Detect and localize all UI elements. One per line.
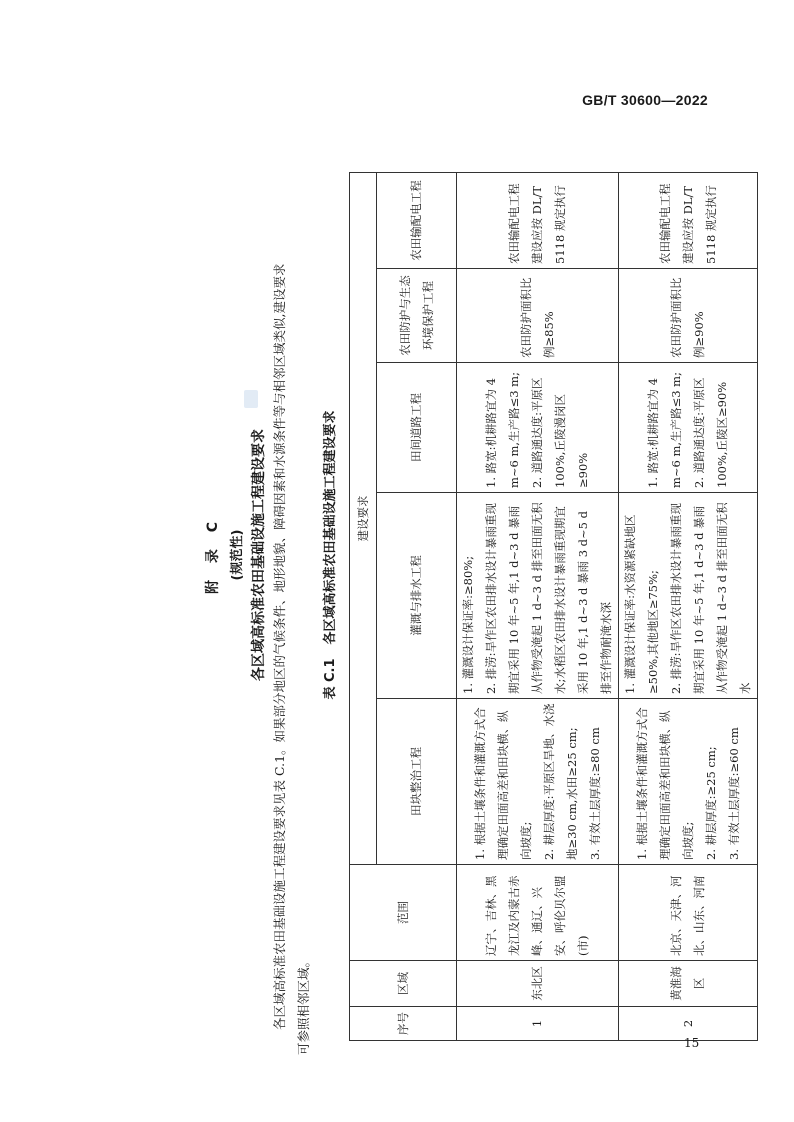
cell-irrigation [619, 493, 758, 699]
table-caption-title: 各区域高标准农田基础设施工程建设要求 [323, 410, 338, 645]
table-row [457, 173, 619, 1041]
header-protection: 农田防护与生态环境保护工程 [377, 269, 457, 363]
list-item: 2. 道路通达度:平原区 100%,丘陵区≥90% [692, 377, 729, 488]
table-caption-number: 表 C.1 [323, 658, 338, 700]
cell-seq: 2 [619, 1007, 758, 1041]
cell-scope: 北京、天津、河北、山东、河南 [619, 865, 758, 961]
header-road: 田间道路工程 [377, 363, 457, 493]
cell-power: 农田输配电工程建设应按 DL/T 5118 规定执行 [457, 173, 619, 269]
header-irrigation: 灌溉与排水工程 [377, 493, 457, 699]
cell-road [457, 363, 619, 493]
rotated-landscape-content [202, 55, 762, 1055]
header-scope: 范围 [350, 865, 457, 961]
appendix-title: 附 录 C [205, 515, 221, 595]
header-power: 农田输配电工程 [377, 173, 457, 269]
cell-region: 黄淮海区 [619, 961, 758, 1007]
header-seq: 序号 [350, 1007, 457, 1041]
list-item: 3. 有效土层厚度:≥60 cm [726, 727, 741, 860]
list-item: 2. 排涝:旱作区农田排水设计暴雨重现期宜采用 10 年~5 年,1 d~3 d 暴雨从作物受淹起 1 d~3 d 排至田面无积水 [669, 502, 752, 694]
page-number: 15 [684, 1036, 700, 1050]
list-item: 2. 耕层厚度:平原区旱地、水浇地≥30 cm,水田≥25 cm; [541, 703, 579, 860]
header-requirements: 建设要求 [350, 173, 377, 865]
intro-paragraph: 各区域高标准农田基础设施工程建设要求见表 C.1。如果部分地区的气候条件、地形地貌、障碍因素和水源条件等与相邻区域类似,建设要求可参照相邻区域。 [272, 263, 311, 1055]
list-item: 2. 耕层厚度:≥25 cm; [703, 746, 718, 860]
table-row [619, 173, 758, 1041]
table-caption [319, 55, 338, 1055]
list-item: 3. 有效土层厚度:≥80 cm [587, 727, 602, 860]
list-item: 2. 道路通达度:平原区 100%,丘陵漫岗区≥90% [530, 377, 590, 488]
appendix-heading: 各区域高标准农田基础设施工程建设要求 [251, 429, 267, 681]
cell-irrigation [457, 493, 619, 699]
cell-seq: 1 [457, 1007, 619, 1041]
list-item: 1. 路宽:机耕路宜为 4 m~6 m,生产路≤3 m; [484, 372, 521, 488]
cell-field-leveling [619, 699, 758, 865]
list-item: 1. 灌溉设计保证率:水资源紧缺地区≥50%,其他地区≥75%; [623, 514, 660, 694]
appendix-note: (规范性) [230, 529, 245, 581]
standard-code: GB/T 30600—2022 [582, 92, 708, 108]
requirements-table [349, 172, 758, 1041]
cell-region: 东北区 [457, 961, 619, 1007]
list-item: 1. 根据土壤条件和灌溉方式合理确定田面高差和田块横、纵向坡度; [472, 707, 533, 860]
cell-field-leveling [457, 699, 619, 865]
list-item: 1. 根据土壤条件和灌溉方式合理确定田面高差和田块横、纵向坡度; [634, 707, 695, 860]
cell-protection: 农田防护面积比例≥85% [457, 269, 619, 363]
cell-power: 农田输配电工程建设应按 DL/T 5118 规定执行 [619, 173, 758, 269]
list-item: 2. 排涝:旱作区农田排水设计暴雨重现期宜采用 10 年~5 年,1 d~3 d 暴雨从作物受淹起 1 d~3 d 排至田面无积水;水稻区农田排水设计暴雨重现期宜采用 10 年,1 d~3 d 暴雨 3 d~5 d 排至作物耐淹水深 [484, 502, 613, 694]
cell-protection: 农田防护面积比例≥90% [619, 269, 758, 363]
list-item: 1. 路宽:机耕路宜为 4 m~6 m,生产路≤3 m; [646, 372, 683, 488]
list-item: 1. 灌溉设计保证率:≥80%; [461, 555, 475, 694]
cell-scope: 辽宁、吉林、黑龙江及内蒙古赤峰、通辽、兴安、呼伦贝尔盟(市) [457, 865, 619, 961]
header-field-leveling: 田块整治工程 [377, 699, 457, 865]
header-region: 区域 [350, 961, 457, 1007]
cell-road [619, 363, 758, 493]
